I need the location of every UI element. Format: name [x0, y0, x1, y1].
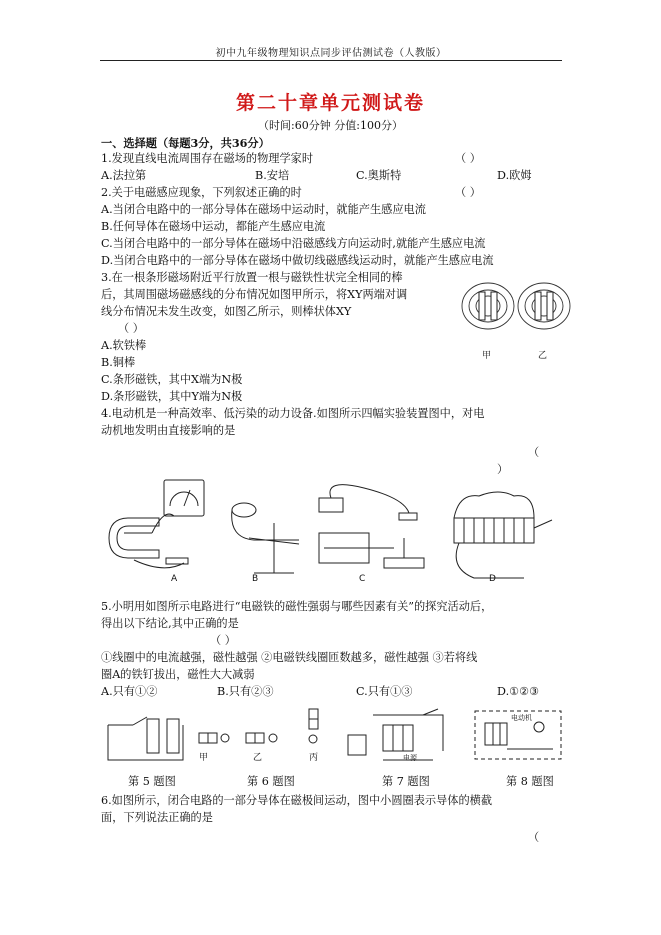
- caption-fig5: 第 5 题图: [128, 775, 176, 788]
- q1-blank: （ ）: [455, 152, 481, 165]
- q3-fig-jia: 甲: [482, 351, 492, 361]
- q3-line3: 线分布情况未发生改变，如图乙所示，则棒状体XY: [101, 305, 352, 318]
- q5-line4: 圈A的铁钉拔出，磁性大大减弱: [101, 668, 255, 681]
- q5-line3: ①线圈中的电流越强，磁性越强 ②电磁铁线圈匝数越多，磁性越强 ③若将线: [101, 651, 478, 664]
- q3-fig-yi: 乙: [538, 351, 548, 361]
- q1-option-b: B.安培: [255, 169, 290, 182]
- q5-line1: 5.小明用如图所示电路进行“电磁铁的磁性强弱与哪些因素有关”的探究活动后，: [101, 600, 493, 613]
- q2-option-c: C.当闭合电路中的一部分导体在磁场中沿磁感线方向运动时,就能产生感应电流: [101, 237, 486, 250]
- q4-label-b: B: [252, 574, 259, 584]
- fig6-yi: 乙: [253, 753, 263, 763]
- q6-paren: （: [528, 831, 540, 844]
- q3-line1: 3.在一根条形磁场附近平行放置一根与磁铁性状完全相同的棒: [101, 271, 403, 284]
- q3-figure: [459, 272, 571, 364]
- fig8-motor-label: 电动机: [511, 714, 532, 722]
- q4-label-c: C: [359, 574, 366, 584]
- q6-line1: 6.如图所示，闭合电路的一部分导体在磁极间运动，图中小圆圈表示导体的横截: [101, 794, 493, 807]
- q4-line2: 动机地发明由直接影响的是: [101, 424, 236, 437]
- q5-line2: 得出以下结论,其中正确的是: [101, 617, 239, 630]
- page-subtitle: （时间:60分钟 分值:100分）: [258, 119, 403, 132]
- q4-label-d: D: [489, 574, 496, 584]
- q5-option-b: B.只有②③: [217, 685, 274, 698]
- q5-option-c: C.只有①③: [356, 685, 413, 698]
- q1-stem: 1.发现直线电流周围存在磁场的物理学家时: [101, 152, 314, 165]
- header-rule: [100, 60, 562, 61]
- q1-option-c: C.奥斯特: [356, 169, 402, 182]
- page-header: 初中九年级物理知识点同步评估测试卷（人教版）: [215, 48, 447, 59]
- q3-line2: 后，其周围磁场磁感线的分布情况如图甲所示，将XY两端对调: [101, 288, 408, 301]
- q5-option-a: A.只有①②: [101, 685, 158, 698]
- q6-line2: 面，下列说法正确的是: [101, 811, 213, 824]
- q4-label-a: A: [171, 574, 178, 584]
- q3-option-b: B.铜棒: [101, 356, 136, 369]
- page-title: 第二十章单元测试卷: [235, 92, 425, 114]
- q5-option-d: D.①②③: [497, 685, 540, 698]
- q3-blank: （ ）: [118, 322, 144, 335]
- q2-option-b: B.任何导体在磁场中运动，都能产生感应电流: [101, 220, 326, 233]
- q1-option-d: D.欧姆: [497, 169, 532, 182]
- fig7-power-label: 电源: [403, 754, 417, 762]
- fig6-jia: 甲: [199, 753, 209, 763]
- q4-figures: [104, 478, 554, 588]
- q3-option-d: D.条形磁铁，其中Y端为N极: [101, 390, 243, 403]
- caption-fig8: 第 8 题图: [506, 775, 554, 788]
- q4-paren-close: ）: [497, 463, 509, 476]
- q2-option-d: D.当闭合电路中的一部分导体在磁场中做切线磁感线运动时，就能产生感应电流: [101, 254, 494, 267]
- caption-fig6: 第 6 题图: [247, 775, 295, 788]
- q2-blank: （ ）: [455, 186, 481, 199]
- fig6-bing: 丙: [309, 753, 319, 763]
- section-heading: 一、选择题（每题3分，共36分）: [101, 136, 270, 150]
- q1-option-a: A.法拉第: [101, 169, 147, 182]
- q5-blank: （ ）: [210, 634, 236, 647]
- q4-paren-open: （: [528, 446, 540, 459]
- q4-line1: 4.电动机是一种高效率、低污染的动力设备.如图所示四幅实验装置图中，对电: [101, 407, 485, 420]
- caption-fig7: 第 7 题图: [382, 775, 430, 788]
- q2-stem: 2.关于电磁感应现象，下列叙述正确的时: [101, 186, 302, 199]
- q2-option-a: A.当闭合电路中的一部分导体在磁场中运动时，就能产生感应电流: [101, 203, 426, 216]
- q5-q8-figures: [103, 705, 563, 771]
- q3-option-a: A.软铁棒: [101, 339, 147, 352]
- q3-option-c: C.条形磁铁，其中X端为N极: [101, 373, 243, 386]
